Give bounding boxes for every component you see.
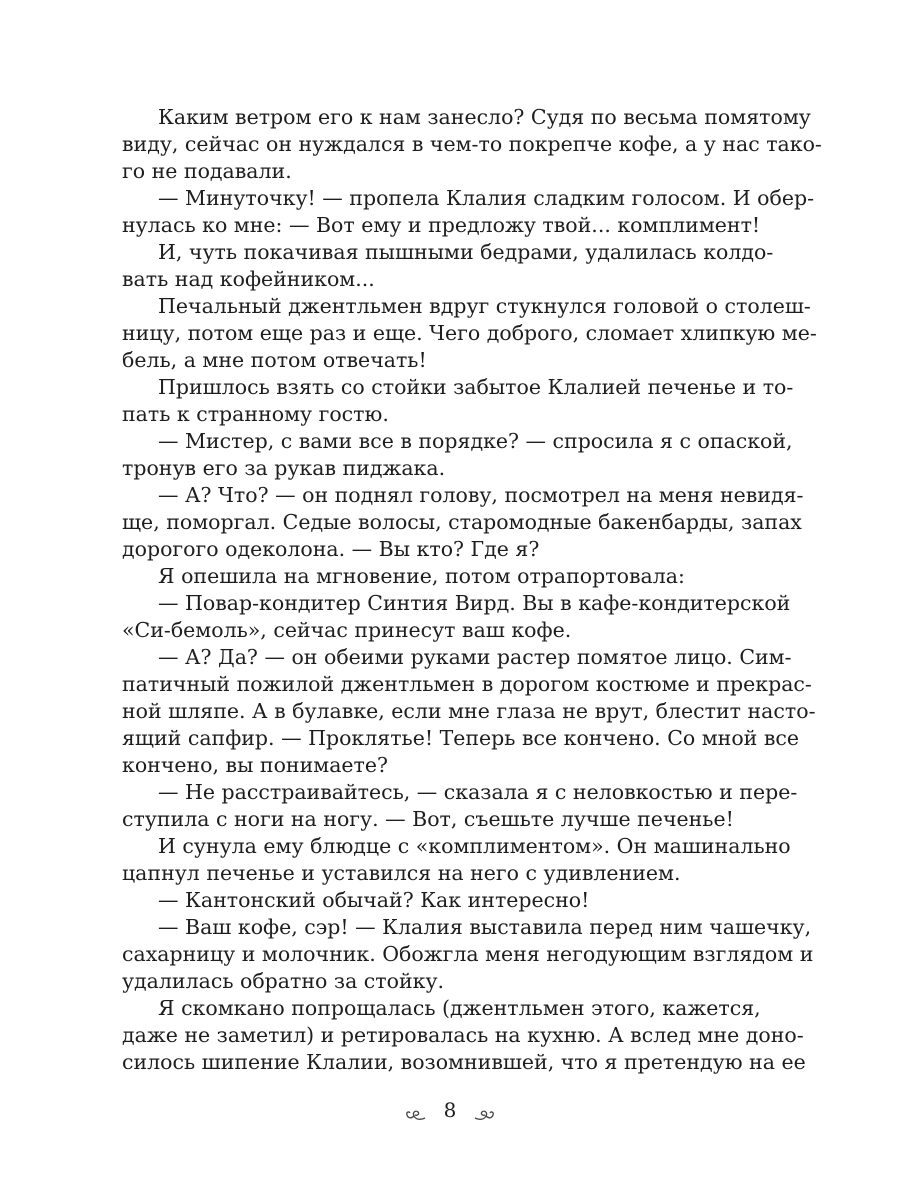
page-footer xyxy=(0,1096,900,1122)
text-line: — Повар-кондитер Синтия Вирд. Вы в кафе-кондитерской xyxy=(158,591,791,615)
text-line: — Ваш кофе, сэр! — Клалия выставила перед ним чашечку, xyxy=(158,915,812,939)
text-line: даже не заметил) и ретировалась на кухню. А вслед мне доно- xyxy=(122,1023,804,1047)
text-line: Я скомкано попрощалась (джентльмен этого, кажется, xyxy=(158,996,761,1020)
text-line: И, чуть покачивая пышными бедрами, удалилась колдо- xyxy=(158,240,774,264)
body-text xyxy=(122,104,822,1076)
page-number: 8 xyxy=(443,1097,457,1122)
text-line: кончено, вы понимаете? xyxy=(122,753,389,777)
text-line: нулась ко мне: — Вот ему и предложу твой... комплимент! xyxy=(122,213,761,237)
text-line: Я опешила на мгновение, потом отрапортовала: xyxy=(158,564,685,588)
text-line: — Минуточку! — пропела Клалия сладким голосом. И обер- xyxy=(158,186,814,210)
text-line: цапнул печенье и уставился на него с удивлением. xyxy=(122,861,681,885)
text-line: сахарницу и молочник. Обожгла меня негодующим взглядом и xyxy=(122,942,814,966)
text-line: ступила с ноги на ногу. — Вот, съешьте лучше печенье! xyxy=(122,807,734,831)
text-line: вать над кофейником... xyxy=(122,267,375,291)
text-line: Печальный джентльмен вдруг стукнулся головой о столеш- xyxy=(158,294,811,318)
text-line: виду, сейчас он нуждался в чем-то покрепче кофе, а у нас тако- xyxy=(122,132,822,156)
text-line: «Си-бемоль», сейчас принесут ваш кофе. xyxy=(122,618,572,642)
text-line: дорогого одеколона. — Вы кто? Где я? xyxy=(122,537,540,561)
swirl-ornament-left-icon xyxy=(405,1103,427,1117)
text-line: И сунула ему блюдце с «комплиментом». Он машинально xyxy=(158,834,791,858)
text-line: — Мистер, с вами все в порядке? — спросила я с опаской, xyxy=(158,429,793,453)
text-line: бель, а мне потом отвечать! xyxy=(122,348,427,372)
text-line: ной шляпе. А в булавке, если мне глаза не врут, блестит насто- xyxy=(122,699,816,723)
text-line: тронув его за рукав пиджака. xyxy=(122,456,446,480)
text-line: пать к странному гостю. xyxy=(122,402,389,426)
text-line: го не подавали. xyxy=(122,159,292,183)
text-line: ящий сапфир. — Проклятье! Теперь все кончено. Со мной все xyxy=(122,726,800,750)
text-line: ницу, потом еще раз и еще. Чего доброго, сломает хлипкую ме- xyxy=(122,321,817,345)
text-line: Каким ветром его к нам занесло? Судя по весьма помятому xyxy=(158,105,811,129)
text-line: — Не расстраивайтесь, — сказала я с неловкостью и пере- xyxy=(158,780,798,804)
swirl-ornament-right-icon xyxy=(473,1103,495,1117)
text-line: — А? Что? — он поднял голову, посмотрел на меня невидя- xyxy=(158,483,804,507)
text-line: удалилась обратно за стойку. xyxy=(122,969,445,993)
text-line: — А? Да? — он обеими руками растер помятое лицо. Сим- xyxy=(158,645,792,669)
text-line: ще, поморгал. Седые волосы, старомодные бакенбарды, запах xyxy=(122,510,802,534)
text-line: патичный пожилой джентльмен в дорогом костюме и прекрас- xyxy=(122,672,812,696)
text-line: силось шипение Клалии, возомнившей, что я претендую на ее xyxy=(122,1050,806,1074)
text-line: — Кантонский обычай? Как интересно! xyxy=(158,888,590,912)
text-line: Пришлось взять со стойки забытое Клалией печенье и то- xyxy=(158,375,794,399)
